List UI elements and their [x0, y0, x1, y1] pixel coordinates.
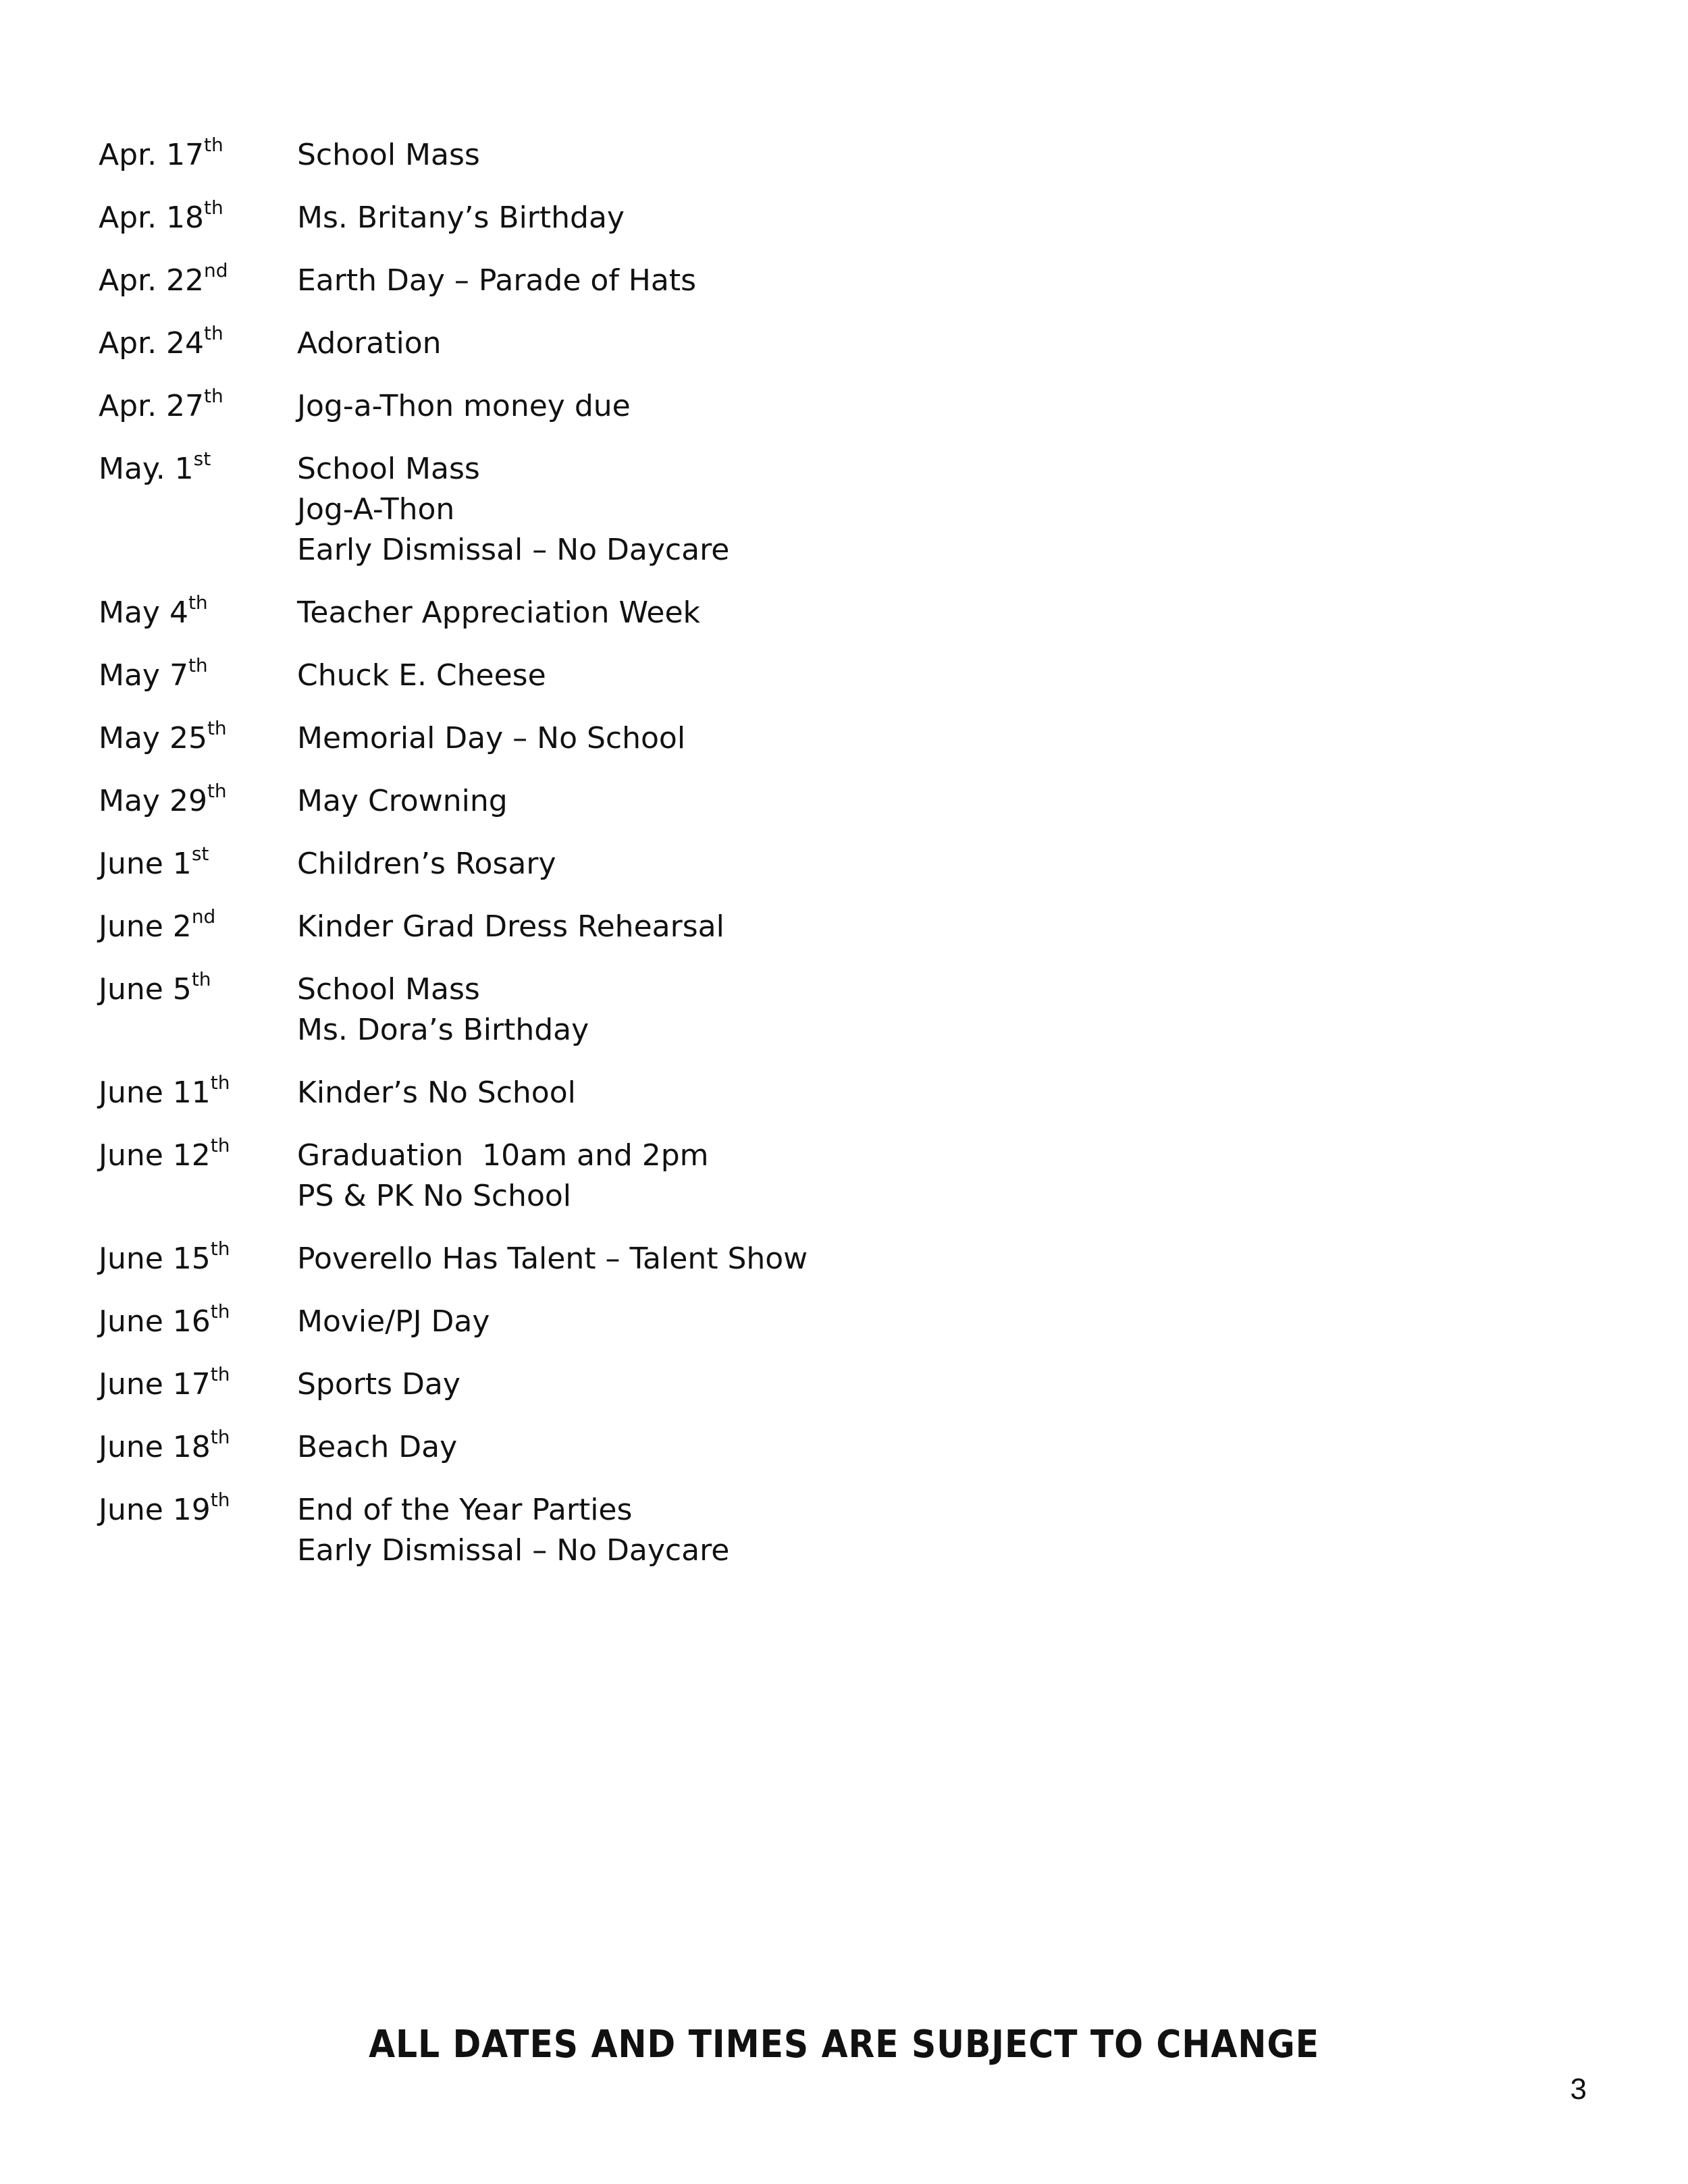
entry-date-suffix: th: [191, 968, 211, 991]
event-text: PS & PK No School: [297, 1179, 572, 1213]
entry-events: [297, 1490, 1044, 1571]
entry-date-suffix: th: [210, 1363, 230, 1386]
entry-date-suffix: th: [204, 385, 223, 408]
disclaimer-note: ALL DATES AND TIMES ARE SUBJECT TO CHANGE: [369, 2023, 1319, 2067]
entry-date-suffix: st: [191, 843, 209, 865]
event-text: Beach Day: [297, 1430, 458, 1464]
event-text: Teacher Appreciation Week: [297, 595, 701, 630]
entry-events: [297, 907, 1044, 947]
entry-date-suffix: th: [210, 1489, 230, 1512]
entry-date-text: Apr. 24: [99, 326, 205, 361]
entry-date: [99, 135, 297, 176]
event-text: Chuck E. Cheese: [297, 658, 546, 693]
entry-date: [99, 907, 297, 947]
event-text: Movie/PJ Day: [297, 1304, 490, 1339]
event-text: End of the Year Parties: [297, 1493, 633, 1527]
event-text: School Mass: [297, 138, 480, 172]
entry-events: [297, 449, 1044, 570]
entry-events: [297, 1239, 1044, 1279]
event-text: Sports Day: [297, 1367, 460, 1402]
entry-date-text: June 19: [99, 1493, 211, 1527]
entry-date: [99, 718, 297, 759]
entry-date-text: June 18: [99, 1430, 211, 1464]
schedule-entry: [99, 656, 1044, 696]
entry-date-suffix: th: [210, 1071, 230, 1094]
schedule-entry: [99, 1427, 1044, 1468]
entry-date-suffix: th: [210, 1237, 230, 1260]
event-text: School Mass: [297, 452, 480, 486]
event-text: Earth Day – Parade of Hats: [297, 263, 697, 298]
entry-events: [297, 1302, 1044, 1342]
entry-date-text: Apr. 27: [99, 389, 205, 423]
event-text: Poverello Has Talent – Talent Show: [297, 1242, 808, 1276]
entry-date-suffix: th: [188, 654, 208, 677]
entry-events: [297, 656, 1044, 696]
entry-date-suffix: th: [204, 134, 223, 157]
entry-date-text: May 4: [99, 595, 188, 630]
entry-date-suffix: th: [207, 780, 227, 803]
event-text: Jog-a-Thon money due: [297, 389, 631, 423]
event-text: May Crowning: [297, 784, 508, 818]
entry-date: [99, 386, 297, 427]
schedule-entry: [99, 969, 1044, 1050]
schedule-entry: [99, 135, 1044, 176]
schedule-entry: [99, 386, 1044, 427]
entry-date-text: May 25: [99, 721, 207, 755]
event-text: Kinder’s No School: [297, 1075, 576, 1110]
schedule-entry: [99, 261, 1044, 301]
entry-date-text: June 1: [99, 847, 192, 881]
event-text: Ms. Dora’s Birthday: [297, 1013, 589, 1047]
schedule-entry: [99, 718, 1044, 759]
entry-date-text: Apr. 22: [99, 263, 205, 298]
entry-date: [99, 1302, 297, 1342]
entry-date-text: June 2: [99, 909, 192, 944]
event-text: Graduation 10am and 2pm: [297, 1138, 709, 1173]
entry-date-text: June 5: [99, 972, 192, 1007]
entry-date-suffix: st: [193, 448, 211, 471]
schedule-entry: [99, 1136, 1044, 1217]
entry-date-suffix: th: [210, 1426, 230, 1449]
schedule-entry: [99, 844, 1044, 884]
entry-date-text: June 16: [99, 1304, 211, 1339]
entry-events: [297, 593, 1044, 633]
entry-date: [99, 1427, 297, 1468]
entry-date: [99, 844, 297, 884]
entry-date-suffix: th: [210, 1134, 230, 1157]
entry-date: [99, 1490, 297, 1530]
event-text: School Mass: [297, 972, 480, 1007]
schedule-entry: [99, 781, 1044, 822]
schedule-entry: [99, 1302, 1044, 1342]
entry-date: [99, 969, 297, 1010]
entry-events: [297, 323, 1044, 364]
schedule-entry: [99, 1073, 1044, 1113]
event-text: Children’s Rosary: [297, 847, 556, 881]
entry-date: [99, 1073, 297, 1113]
entry-events: [297, 198, 1044, 238]
entry-date: [99, 593, 297, 633]
schedule-entry: [99, 593, 1044, 633]
entry-date: [99, 1239, 297, 1279]
entry-events: [297, 718, 1044, 759]
entry-date: [99, 323, 297, 364]
entry-events: [297, 781, 1044, 822]
entry-date-suffix: th: [210, 1300, 230, 1323]
event-text: Early Dismissal – No Daycare: [297, 533, 730, 567]
event-text: Jog-A-Thon: [297, 492, 455, 527]
entry-date-text: June 17: [99, 1367, 211, 1402]
entry-date-text: May 7: [99, 658, 188, 693]
entry-events: [297, 1364, 1044, 1405]
schedule-list: [99, 135, 1044, 1593]
entry-date-suffix: nd: [204, 259, 228, 282]
event-text: Ms. Britany’s Birthday: [297, 201, 625, 235]
schedule-entry: [99, 1239, 1044, 1279]
entry-events: [297, 844, 1044, 884]
entry-date: [99, 781, 297, 822]
entry-date-text: Apr. 17: [99, 138, 205, 172]
entry-events: [297, 1073, 1044, 1113]
entry-date: [99, 1136, 297, 1176]
entry-date-suffix: th: [207, 717, 227, 740]
schedule-entry: [99, 198, 1044, 238]
event-text: Kinder Grad Dress Rehearsal: [297, 909, 724, 944]
event-text: Adoration: [297, 326, 442, 361]
entry-events: [297, 969, 1044, 1050]
entry-date-text: May 29: [99, 784, 207, 818]
entry-date: [99, 261, 297, 301]
entry-date-text: June 12: [99, 1138, 211, 1173]
schedule-entry: [99, 449, 1044, 570]
event-text: Memorial Day – No School: [297, 721, 686, 755]
entry-date-text: May. 1: [99, 452, 194, 486]
entry-events: [297, 386, 1044, 427]
entry-date: [99, 1364, 297, 1405]
entry-date-text: Apr. 18: [99, 201, 205, 235]
entry-events: [297, 1427, 1044, 1468]
entry-events: [297, 261, 1044, 301]
event-text: Early Dismissal – No Daycare: [297, 1533, 730, 1568]
entry-date-suffix: th: [204, 322, 223, 345]
entry-date: [99, 656, 297, 696]
entry-date-text: June 15: [99, 1242, 211, 1276]
entry-date: [99, 449, 297, 489]
entry-date: [99, 198, 297, 238]
schedule-entry: [99, 1364, 1044, 1405]
entry-date-text: June 11: [99, 1075, 211, 1110]
entry-date-suffix: nd: [191, 905, 216, 928]
entry-events: [297, 1136, 1044, 1217]
entry-date-suffix: th: [204, 196, 223, 219]
page-number: 3: [1570, 2073, 1587, 2106]
entry-date-suffix: th: [188, 591, 208, 614]
schedule-entry: [99, 1490, 1044, 1571]
schedule-entry: [99, 323, 1044, 364]
entry-events: [297, 135, 1044, 176]
schedule-entry: [99, 907, 1044, 947]
